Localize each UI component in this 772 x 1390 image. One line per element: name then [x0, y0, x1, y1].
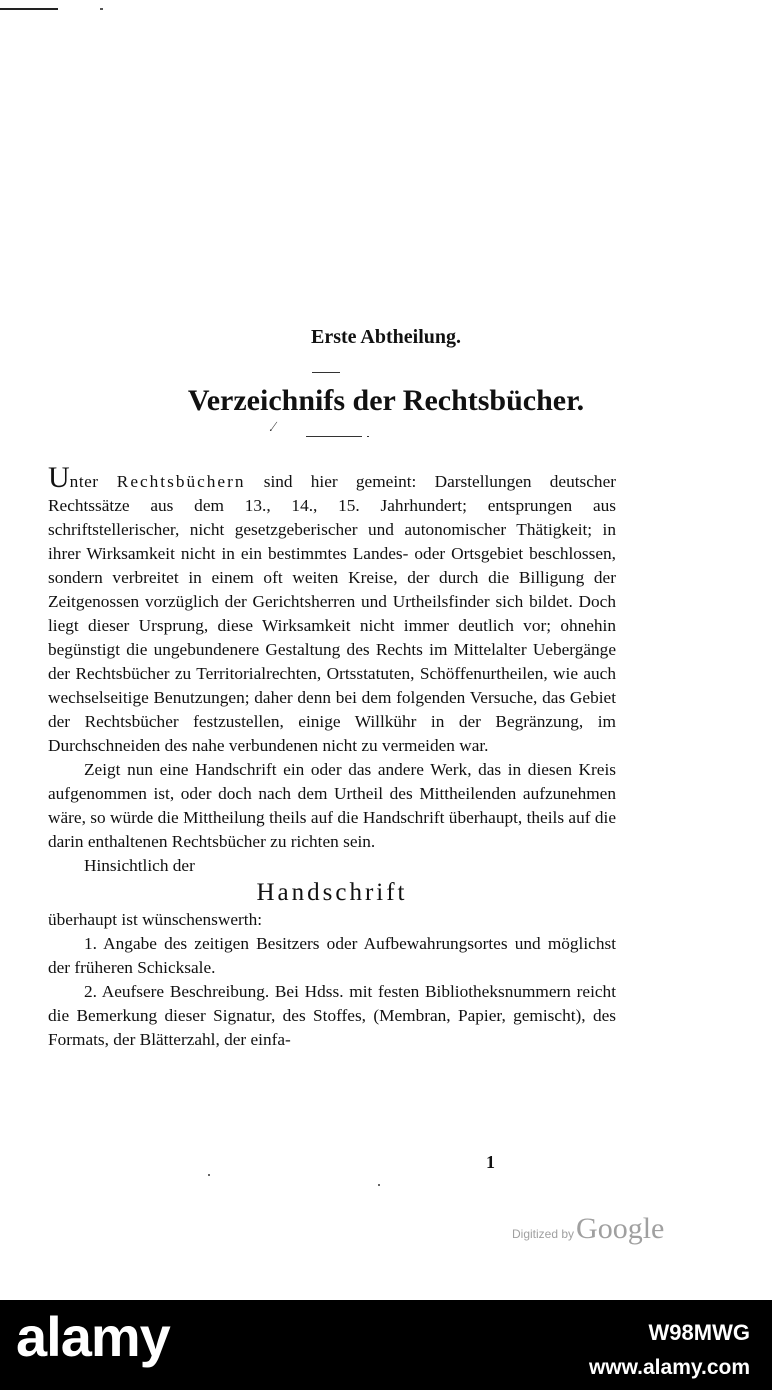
paragraph-2: Zeigt nun eine Handschrift ein oder das andere Werk, das in diesen Kreis aufgenommen ist, oder doch nach dem Urtheil des Mittheilenden aufzunehmen wäre, so würde die Mittheilung theils auf die Handschrift überhaupt, theils auf die darin enthaltenen Rechtsbücher zu richten sein.: [48, 760, 616, 851]
image-id: W98MWG: [648, 1320, 750, 1345]
intro-line: überhaupt ist wünschenswerth:: [48, 910, 263, 929]
alamy-logo: alamy: [16, 1305, 170, 1368]
page-number: 1: [486, 1152, 495, 1172]
subheading: Handschrift: [256, 879, 408, 906]
speck-mark: [208, 1174, 210, 1176]
footer-url: www.alamy.com: [588, 1356, 750, 1379]
hinsichtlich-line: Hinsichtlich der: [84, 856, 195, 875]
section-title: Erste Abtheilung.: [310, 326, 462, 348]
paragraph-1: [48, 461, 616, 758]
list-item-1: 1. Angabe des zeitigen Besitzers oder Aufbewahrungsortes und möglichst der früheren Schicksale.: [48, 934, 616, 977]
decorative-mark: .∕: [269, 420, 275, 435]
drop-cap: U: [48, 461, 70, 494]
google-wordmark: Google: [576, 1212, 665, 1245]
body-text: [48, 461, 616, 1052]
decorative-dot: [367, 436, 369, 437]
stock-footer-banner: [0, 1300, 772, 1390]
title-divider: [312, 372, 340, 373]
speck-mark: [378, 1184, 380, 1186]
paragraph-1-text: sind hier gemeint: Darstellungen deutscher Rechtssätze aus dem 13., 14., 15. Jahrhundert; entsprungen aus schriftstellerischer, nicht gesetzgeberischer und autonomischer Thätigkeit; in ihrer Wirksamkeit nicht in ein bestimmtes Landes- oder Ortsgebiet beschlossen, sondern verbreitet in einem oft weiten Kreise, der durch die Billigung der Zeitgenossen vorzüglich der Gerichtsherren und Urtheilsfinder sich bildet. Doch liegt dieser Ursprung, diese Wirksamkeit nicht immer deutlich vor; ohnehin begünstigt die ungebundenere Gestaltung des Rechts im Mittelalter Uebergänge der Rechtsbücher zu Territorialrechten, Ortsstatuten, Schöffenurtheilen, wie auch wechselseitige Benutzungen; daher denn bei dem folgenden Versuche, das Gebiet der Rechtsbücher festzustellen, einige Willkühr in der Begränzung, im Durchschneiden des nahe verbundenen nicht zu vermeiden war.: [48, 472, 616, 755]
list-item-2: 2. Aeufsere Beschreibung. Bei Hdss. mit festen Bibliotheksnummern reicht die Bemerkung dieser Signatur, des Stoffes, (Membran, Papier, gemischt), des Formats, der Blätterzahl, der einfa-: [48, 982, 616, 1049]
spaced-term: Rechtsbüchern: [116, 472, 246, 491]
digitized-by-watermark: [512, 1212, 664, 1246]
first-word: nter: [69, 472, 99, 491]
top-edge-rule: [0, 8, 58, 10]
main-title: Verzeichnifs der Rechtsbücher.: [187, 384, 585, 417]
top-edge-speck: [100, 8, 103, 10]
decorative-rule: [306, 436, 362, 437]
digitized-by-text: Digitized by: [512, 1227, 575, 1241]
